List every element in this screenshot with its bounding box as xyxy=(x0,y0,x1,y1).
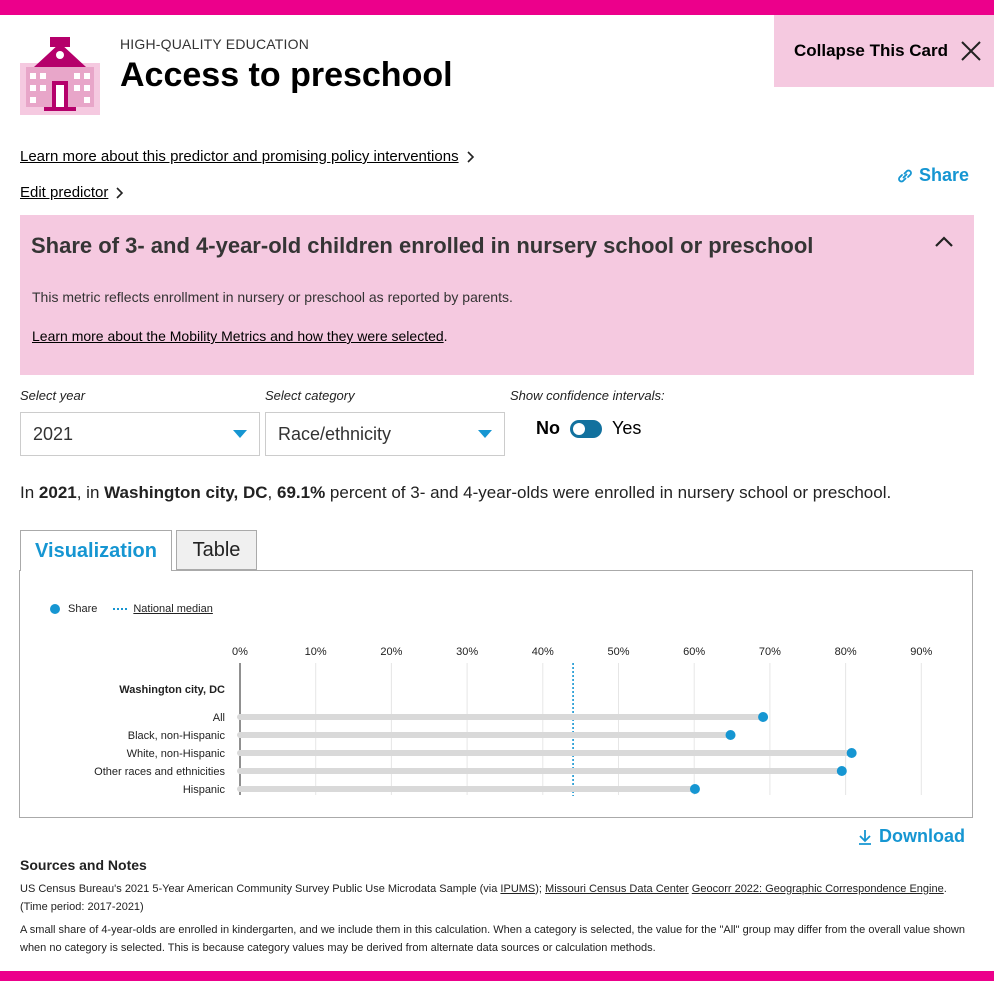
tab-visualization[interactable]: Visualization xyxy=(20,530,172,571)
share-label: Share xyxy=(919,165,970,185)
data-point xyxy=(847,748,857,758)
download-button[interactable] xyxy=(857,826,965,847)
x-tick-label: 0% xyxy=(232,646,248,658)
x-tick-label: 70% xyxy=(758,646,781,658)
src-pre: US Census Bureau's 2021 5-Year American Community Survey Public Use Microdata Sample (via xyxy=(20,883,501,895)
x-tick-label: 40% xyxy=(531,646,554,658)
confidence-interval-toggle-group xyxy=(536,418,641,439)
metric-learn-more xyxy=(32,328,448,344)
toggle-knob xyxy=(573,423,585,435)
collapse-card-label: Collapse This Card xyxy=(794,41,948,60)
x-tick-label: 80% xyxy=(834,646,857,658)
legend-median-label[interactable]: National median xyxy=(133,603,213,615)
summary-place: Washington city, DC xyxy=(104,483,268,502)
data-point xyxy=(758,712,768,722)
confidence-interval-label: Show confidence intervals: xyxy=(510,388,665,403)
download-label: Download xyxy=(879,826,965,846)
school-icon xyxy=(20,35,100,115)
learn-more-label: Learn more about this predictor and promising policy interventions xyxy=(20,148,459,165)
category-select[interactable] xyxy=(265,412,505,456)
ci-yes-label: Yes xyxy=(612,418,642,438)
chevron-up-icon[interactable] xyxy=(934,235,954,254)
bottom-accent-bar xyxy=(0,971,994,981)
chevron-right-icon xyxy=(116,187,124,199)
summary-mid2: , xyxy=(267,483,277,502)
group-label: Washington city, DC xyxy=(119,684,225,696)
x-tick-label: 50% xyxy=(607,646,630,658)
src-post: . (Time period: 2017-2021) xyxy=(20,883,947,913)
ci-no-label: No xyxy=(536,418,560,438)
year-select-label: Select year xyxy=(20,388,86,403)
summary-mid1: , in xyxy=(76,483,105,502)
x-tick-label: 60% xyxy=(683,646,706,658)
x-tick-label: 10% xyxy=(304,646,327,658)
summary-prefix: In xyxy=(20,483,39,502)
src-mid: ); xyxy=(535,883,546,895)
category-label: Other races and ethnicities xyxy=(94,766,225,778)
share-button[interactable] xyxy=(896,165,969,186)
legend-share-label: Share xyxy=(68,603,98,615)
sources-heading: Sources and Notes xyxy=(20,857,147,873)
close-icon xyxy=(960,40,982,62)
summary-suffix: percent of 3- and 4-year-olds were enrolled in nursery school or preschool. xyxy=(325,483,892,502)
download-icon xyxy=(857,829,873,845)
page-title: Access to preschool xyxy=(120,56,453,94)
median-legend-marker xyxy=(113,608,127,610)
top-accent-bar xyxy=(0,0,994,15)
learn-more-link[interactable] xyxy=(20,148,475,165)
dot-plot-chart xyxy=(0,630,994,810)
data-point xyxy=(690,784,700,794)
chevron-right-icon xyxy=(467,151,475,163)
card-category: HIGH-QUALITY EDUCATION xyxy=(120,36,310,52)
x-tick-label: 30% xyxy=(456,646,479,658)
category-label: Black, non-Hispanic xyxy=(127,730,225,742)
summary-sentence xyxy=(20,483,891,503)
tab-table[interactable]: Table xyxy=(176,530,257,570)
data-point xyxy=(726,730,736,740)
data-point xyxy=(837,766,847,776)
mobility-metrics-link[interactable]: Learn more about the Mobility Metrics and how they were selected xyxy=(32,328,444,344)
metric-info-panel xyxy=(20,215,974,375)
sources-note: A small share of 4-year-olds are enrolled in kindergarten, and we include them in this calculation. When a category is selected, the value for the "All" group may differ from the overall value shown when no category is selected. This is because category values may be derived from alternate data sources or calculation methods. xyxy=(20,924,965,954)
collapse-card-button[interactable] xyxy=(774,15,994,87)
edit-predictor-label: Edit predictor xyxy=(20,184,109,201)
caret-down-icon xyxy=(233,430,247,438)
confidence-interval-toggle[interactable] xyxy=(570,420,602,438)
year-select[interactable] xyxy=(20,412,260,456)
metric-title: Share of 3- and 4-year-old children enrolled in nursery school or preschool xyxy=(31,233,814,258)
x-tick-label: 90% xyxy=(910,646,933,658)
category-label: All xyxy=(212,712,225,724)
summary-value: 69.1% xyxy=(276,483,326,502)
category-select-value: Race/ethnicity xyxy=(278,423,392,444)
geocorr-link[interactable]: Geocorr 2022: Geographic Correspondence Engine xyxy=(691,883,944,895)
mcdc-link[interactable]: Missouri Census Data Center xyxy=(545,883,689,895)
year-select-value: 2021 xyxy=(33,423,74,444)
category-label: White, non-Hispanic xyxy=(126,748,225,760)
chart-legend xyxy=(50,603,213,615)
metric-description: This metric reflects enrollment in nursery or preschool as reported by parents. xyxy=(32,289,513,305)
sources-text xyxy=(20,880,970,916)
category-label: Hispanic xyxy=(182,784,225,796)
link-period: . xyxy=(443,328,448,344)
link-icon xyxy=(896,167,914,185)
share-legend-marker xyxy=(50,604,60,614)
ipums-link[interactable]: IPUMS xyxy=(500,883,536,895)
x-tick-label: 20% xyxy=(380,646,403,658)
summary-year: 2021 xyxy=(38,483,77,502)
category-select-label: Select category xyxy=(265,388,355,403)
caret-down-icon xyxy=(478,430,492,438)
edit-predictor-link[interactable] xyxy=(20,184,124,201)
